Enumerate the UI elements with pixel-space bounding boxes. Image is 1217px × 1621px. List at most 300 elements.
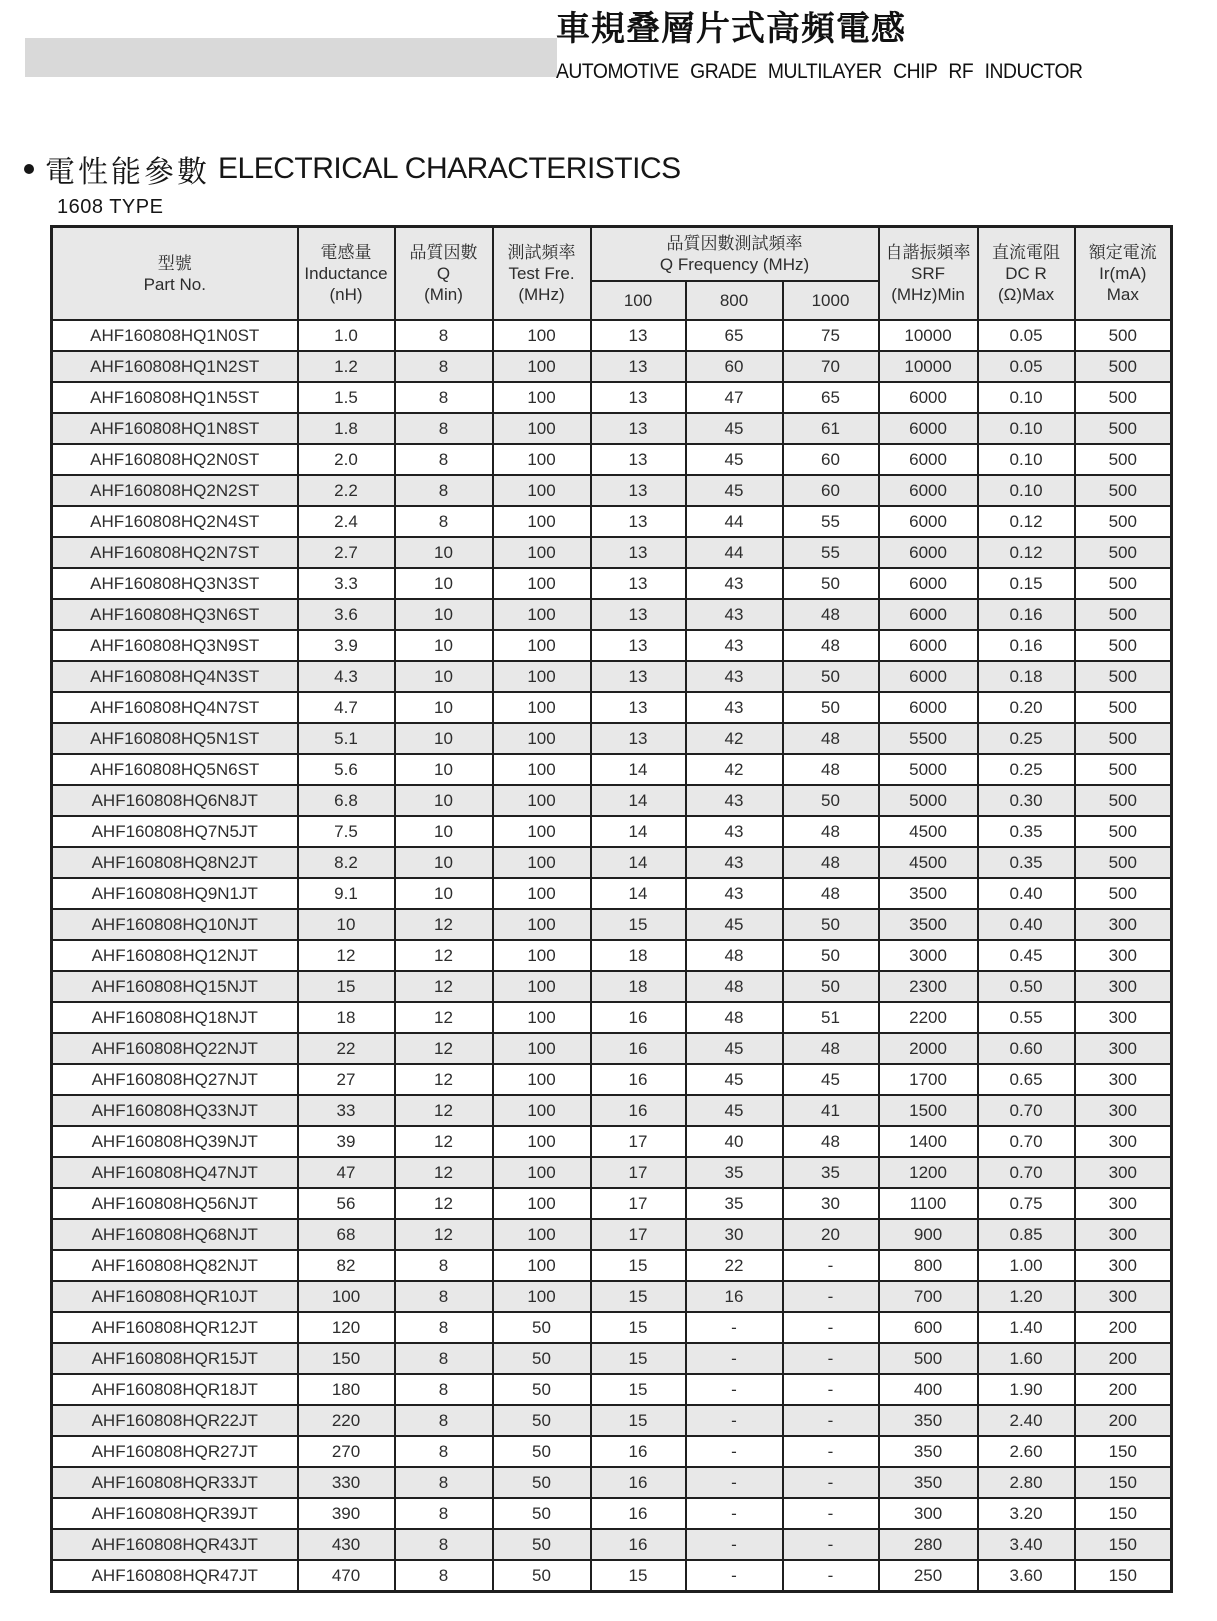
table-row — [52, 413, 1172, 444]
cell-q-800: 43 — [686, 816, 783, 847]
cell-dcr-max: 0.25 — [978, 723, 1075, 754]
cell-inductance: 39 — [298, 1126, 395, 1157]
cell-q-min: 12 — [395, 1219, 493, 1250]
cell-q-1000: 50 — [783, 940, 879, 971]
cell-q-100: 15 — [591, 909, 686, 940]
cell-dcr-max: 0.55 — [978, 1002, 1075, 1033]
cell-ir-max: 300 — [1075, 1064, 1172, 1095]
cell-q-100: 13 — [591, 413, 686, 444]
cell-q-min: 10 — [395, 816, 493, 847]
col-header-inductance-zh: 電感量 — [320, 243, 372, 262]
cell-inductance: 18 — [298, 1002, 395, 1033]
col-header-inductance-unit: (nH) — [329, 285, 363, 304]
cell-ir-max: 500 — [1075, 568, 1172, 599]
cell-test-fre: 100 — [493, 599, 591, 630]
cell-q-100: 17 — [591, 1219, 686, 1250]
cell-q-800: 60 — [686, 351, 783, 382]
cell-ir-max: 300 — [1075, 909, 1172, 940]
cell-ir-max: 500 — [1075, 816, 1172, 847]
cell-part-no: AHF160808HQ33NJT — [52, 1095, 298, 1126]
cell-part-no: AHF160808HQ12NJT — [52, 940, 298, 971]
col-header-srf-unit: (MHz)Min — [891, 285, 965, 304]
cell-part-no: AHF160808HQ15NJT — [52, 971, 298, 1002]
table-row — [52, 568, 1172, 599]
table-row — [52, 1281, 1172, 1312]
col-header-dcr-zh: 直流電阻 — [992, 243, 1061, 262]
cell-inductance: 4.7 — [298, 692, 395, 723]
table-row — [52, 599, 1172, 630]
cell-part-no: AHF160808HQ1N2ST — [52, 351, 298, 382]
cell-inductance: 150 — [298, 1343, 395, 1374]
cell-ir-max: 500 — [1075, 413, 1172, 444]
cell-test-fre: 100 — [493, 351, 591, 382]
cell-test-fre: 100 — [493, 1095, 591, 1126]
table-row — [52, 382, 1172, 413]
cell-q-800: 48 — [686, 1002, 783, 1033]
cell-q-1000: 30 — [783, 1188, 879, 1219]
table-row — [52, 1343, 1172, 1374]
cell-test-fre: 100 — [493, 1281, 591, 1312]
cell-ir-max: 300 — [1075, 1002, 1172, 1033]
col-header-ir-en: Ir(mA) — [1099, 264, 1147, 283]
cell-q-1000: 41 — [783, 1095, 879, 1126]
cell-part-no: AHF160808HQ10NJT — [52, 909, 298, 940]
cell-test-fre: 100 — [493, 971, 591, 1002]
cell-ir-max: 150 — [1075, 1529, 1172, 1560]
cell-part-no: AHF160808HQ82NJT — [52, 1250, 298, 1281]
cell-part-no: AHF160808HQ68NJT — [52, 1219, 298, 1250]
cell-test-fre: 100 — [493, 413, 591, 444]
col-header-ir-zh: 額定電流 — [1088, 243, 1157, 262]
cell-dcr-max: 0.30 — [978, 785, 1075, 816]
cell-ir-max: 150 — [1075, 1436, 1172, 1467]
cell-q-1000: - — [783, 1312, 879, 1343]
cell-test-fre: 100 — [493, 475, 591, 506]
cell-inductance: 22 — [298, 1033, 395, 1064]
cell-q-min: 8 — [395, 351, 493, 382]
cell-inductance: 7.5 — [298, 816, 395, 847]
cell-ir-max: 500 — [1075, 475, 1172, 506]
cell-q-1000: 60 — [783, 475, 879, 506]
cell-dcr-max: 1.60 — [978, 1343, 1075, 1374]
col-header-test-fre-unit: (MHz) — [518, 285, 565, 304]
cell-q-min: 10 — [395, 568, 493, 599]
cell-inductance: 6.8 — [298, 785, 395, 816]
cell-srf-mhz-min: 300 — [879, 1498, 978, 1529]
cell-ir-max: 500 — [1075, 382, 1172, 413]
table-row — [52, 1219, 1172, 1250]
cell-q-1000: 51 — [783, 1002, 879, 1033]
cell-q-min: 10 — [395, 537, 493, 568]
cell-q-1000: 70 — [783, 351, 879, 382]
cell-q-800: 45 — [686, 444, 783, 475]
cell-q-100: 13 — [591, 630, 686, 661]
cell-ir-max: 300 — [1075, 1281, 1172, 1312]
cell-ir-max: 300 — [1075, 1157, 1172, 1188]
cell-q-min: 12 — [395, 1126, 493, 1157]
cell-ir-max: 500 — [1075, 351, 1172, 382]
col-header-q-min — [395, 227, 493, 321]
table-row — [52, 444, 1172, 475]
cell-inductance: 56 — [298, 1188, 395, 1219]
table-body — [52, 320, 1172, 1592]
table-row — [52, 1560, 1172, 1592]
cell-dcr-max: 3.60 — [978, 1560, 1075, 1592]
cell-part-no: AHF160808HQ18NJT — [52, 1002, 298, 1033]
cell-srf-mhz-min: 700 — [879, 1281, 978, 1312]
col-header-srf-zh: 自諧振頻率 — [885, 243, 971, 262]
cell-ir-max: 300 — [1075, 1126, 1172, 1157]
cell-q-1000: 55 — [783, 506, 879, 537]
table-row — [52, 475, 1172, 506]
col-header-test-fre-zh: 測試頻率 — [507, 243, 576, 262]
cell-part-no: AHF160808HQ1N0ST — [52, 320, 298, 351]
table-row — [52, 940, 1172, 971]
cell-dcr-max: 2.80 — [978, 1467, 1075, 1498]
col-header-test-fre-en: Test Fre. — [508, 264, 575, 283]
table-row — [52, 1250, 1172, 1281]
col-header-dcr-unit: (Ω)Max — [997, 285, 1055, 304]
cell-srf-mhz-min: 6000 — [879, 413, 978, 444]
cell-ir-max: 500 — [1075, 599, 1172, 630]
table-row — [52, 1033, 1172, 1064]
cell-inductance: 12 — [298, 940, 395, 971]
cell-q-min: 8 — [395, 475, 493, 506]
table-row — [52, 1436, 1172, 1467]
cell-ir-max: 200 — [1075, 1343, 1172, 1374]
cell-test-fre: 50 — [493, 1312, 591, 1343]
col-header-inductance-en: Inductance — [304, 264, 388, 283]
cell-part-no: AHF160808HQ56NJT — [52, 1188, 298, 1219]
cell-q-1000: - — [783, 1467, 879, 1498]
cell-test-fre: 100 — [493, 1002, 591, 1033]
cell-q-1000: - — [783, 1250, 879, 1281]
cell-srf-mhz-min: 2300 — [879, 971, 978, 1002]
cell-srf-mhz-min: 400 — [879, 1374, 978, 1405]
cell-test-fre: 100 — [493, 568, 591, 599]
cell-inductance: 470 — [298, 1560, 395, 1592]
cell-q-100: 17 — [591, 1126, 686, 1157]
cell-dcr-max: 0.12 — [978, 506, 1075, 537]
col-header-q-100: 100 — [591, 281, 686, 320]
cell-srf-mhz-min: 5000 — [879, 754, 978, 785]
cell-ir-max: 500 — [1075, 785, 1172, 816]
cell-ir-max: 500 — [1075, 723, 1172, 754]
cell-ir-max: 200 — [1075, 1405, 1172, 1436]
cell-q-100: 16 — [591, 1095, 686, 1126]
cell-inductance: 270 — [298, 1436, 395, 1467]
cell-q-800: 30 — [686, 1219, 783, 1250]
cell-inductance: 1.5 — [298, 382, 395, 413]
cell-q-100: 13 — [591, 661, 686, 692]
cell-q-min: 8 — [395, 382, 493, 413]
cell-q-800: 45 — [686, 909, 783, 940]
cell-q-1000: 48 — [783, 1126, 879, 1157]
col-header-inductance — [298, 227, 395, 321]
cell-q-100: 15 — [591, 1343, 686, 1374]
cell-ir-max: 500 — [1075, 878, 1172, 909]
cell-part-no: AHF160808HQ1N8ST — [52, 413, 298, 444]
cell-q-800: 65 — [686, 320, 783, 351]
section-heading — [24, 147, 681, 191]
cell-dcr-max: 0.75 — [978, 1188, 1075, 1219]
cell-srf-mhz-min: 10000 — [879, 351, 978, 382]
cell-ir-max: 200 — [1075, 1312, 1172, 1343]
cell-q-1000: 48 — [783, 599, 879, 630]
cell-q-1000: - — [783, 1529, 879, 1560]
table-row — [52, 1157, 1172, 1188]
electrical-characteristics-table — [50, 225, 1173, 1593]
col-header-part-no-en: Part No. — [143, 274, 206, 294]
cell-srf-mhz-min: 6000 — [879, 506, 978, 537]
cell-srf-mhz-min: 6000 — [879, 661, 978, 692]
cell-q-100: 13 — [591, 320, 686, 351]
table-header — [52, 227, 1172, 321]
col-header-q-frequency-zh: 品質因數測試頻率 — [666, 234, 803, 253]
table-row — [52, 1467, 1172, 1498]
cell-dcr-max: 2.40 — [978, 1405, 1075, 1436]
cell-test-fre: 50 — [493, 1529, 591, 1560]
cell-q-min: 8 — [395, 444, 493, 475]
cell-q-1000: 50 — [783, 568, 879, 599]
col-header-q-1000: 1000 — [783, 281, 879, 320]
cell-q-800: 43 — [686, 878, 783, 909]
cell-part-no: AHF160808HQ47NJT — [52, 1157, 298, 1188]
col-header-q-unit: (Min) — [424, 285, 463, 304]
cell-test-fre: 100 — [493, 754, 591, 785]
cell-q-min: 10 — [395, 878, 493, 909]
cell-inductance: 8.2 — [298, 847, 395, 878]
cell-dcr-max: 0.05 — [978, 320, 1075, 351]
cell-q-min: 8 — [395, 1436, 493, 1467]
cell-q-100: 15 — [591, 1374, 686, 1405]
section-heading-en: ELECTRICAL CHARACTERISTICS — [218, 152, 681, 185]
cell-inductance: 180 — [298, 1374, 395, 1405]
col-header-q-zh: 品質因數 — [409, 243, 478, 262]
cell-q-min: 12 — [395, 1188, 493, 1219]
cell-part-no: AHF160808HQ22NJT — [52, 1033, 298, 1064]
cell-srf-mhz-min: 250 — [879, 1560, 978, 1592]
cell-test-fre: 50 — [493, 1436, 591, 1467]
cell-q-800: 43 — [686, 599, 783, 630]
cell-test-fre: 100 — [493, 878, 591, 909]
cell-part-no: AHF160808HQ2N2ST — [52, 475, 298, 506]
cell-q-100: 15 — [591, 1560, 686, 1592]
cell-srf-mhz-min: 4500 — [879, 816, 978, 847]
cell-q-min: 10 — [395, 692, 493, 723]
cell-dcr-max: 0.60 — [978, 1033, 1075, 1064]
cell-test-fre: 100 — [493, 444, 591, 475]
cell-q-800: 43 — [686, 630, 783, 661]
cell-srf-mhz-min: 600 — [879, 1312, 978, 1343]
cell-part-no: AHF160808HQ3N6ST — [52, 599, 298, 630]
cell-ir-max: 500 — [1075, 444, 1172, 475]
cell-dcr-max: 1.00 — [978, 1250, 1075, 1281]
cell-dcr-max: 0.70 — [978, 1095, 1075, 1126]
cell-srf-mhz-min: 5000 — [879, 785, 978, 816]
cell-q-1000: - — [783, 1281, 879, 1312]
cell-test-fre: 50 — [493, 1560, 591, 1592]
cell-q-100: 13 — [591, 723, 686, 754]
cell-srf-mhz-min: 3500 — [879, 878, 978, 909]
table-row — [52, 320, 1172, 351]
cell-ir-max: 300 — [1075, 1033, 1172, 1064]
cell-srf-mhz-min: 2000 — [879, 1033, 978, 1064]
cell-q-1000: 50 — [783, 785, 879, 816]
col-header-srf — [879, 227, 978, 321]
cell-inductance: 47 — [298, 1157, 395, 1188]
cell-inductance: 3.9 — [298, 630, 395, 661]
cell-dcr-max: 0.35 — [978, 816, 1075, 847]
cell-test-fre: 100 — [493, 1157, 591, 1188]
cell-test-fre: 50 — [493, 1374, 591, 1405]
cell-q-min: 8 — [395, 1560, 493, 1592]
cell-q-1000: - — [783, 1498, 879, 1529]
cell-q-800: 22 — [686, 1250, 783, 1281]
cell-q-800: - — [686, 1560, 783, 1592]
page-title-en: AUTOMOTIVE GRADE MULTILAYER CHIP RF INDUCTOR — [556, 60, 1083, 84]
cell-q-100: 15 — [591, 1312, 686, 1343]
cell-test-fre: 100 — [493, 909, 591, 940]
cell-part-no: AHF160808HQ39NJT — [52, 1126, 298, 1157]
cell-inductance: 15 — [298, 971, 395, 1002]
cell-test-fre: 100 — [493, 1064, 591, 1095]
section-heading-zh: 電性能參數 — [45, 156, 210, 189]
cell-srf-mhz-min: 350 — [879, 1405, 978, 1436]
cell-inductance: 1.2 — [298, 351, 395, 382]
cell-ir-max: 300 — [1075, 940, 1172, 971]
cell-q-1000: 60 — [783, 444, 879, 475]
cell-ir-max: 300 — [1075, 1250, 1172, 1281]
cell-test-fre: 100 — [493, 1033, 591, 1064]
cell-q-1000: 35 — [783, 1157, 879, 1188]
cell-q-min: 12 — [395, 940, 493, 971]
cell-q-800: 48 — [686, 940, 783, 971]
cell-dcr-max: 1.20 — [978, 1281, 1075, 1312]
cell-inductance: 82 — [298, 1250, 395, 1281]
cell-ir-max: 150 — [1075, 1498, 1172, 1529]
cell-part-no: AHF160808HQ3N9ST — [52, 630, 298, 661]
cell-inductance: 120 — [298, 1312, 395, 1343]
cell-dcr-max: 0.10 — [978, 382, 1075, 413]
cell-dcr-max: 0.85 — [978, 1219, 1075, 1250]
cell-ir-max: 300 — [1075, 1095, 1172, 1126]
cell-dcr-max: 0.40 — [978, 878, 1075, 909]
cell-ir-max: 500 — [1075, 320, 1172, 351]
cell-srf-mhz-min: 1200 — [879, 1157, 978, 1188]
cell-q-800: - — [686, 1343, 783, 1374]
col-header-ir — [1075, 227, 1172, 321]
cell-q-100: 16 — [591, 1002, 686, 1033]
cell-part-no: AHF160808HQ8N2JT — [52, 847, 298, 878]
cell-q-800: 16 — [686, 1281, 783, 1312]
cell-part-no: AHF160808HQR10JT — [52, 1281, 298, 1312]
cell-test-fre: 100 — [493, 661, 591, 692]
table-row — [52, 1498, 1172, 1529]
cell-ir-max: 300 — [1075, 1219, 1172, 1250]
cell-srf-mhz-min: 350 — [879, 1436, 978, 1467]
cell-q-800: 43 — [686, 692, 783, 723]
cell-part-no: AHF160808HQ2N4ST — [52, 506, 298, 537]
cell-q-min: 12 — [395, 909, 493, 940]
cell-inductance: 5.1 — [298, 723, 395, 754]
cell-test-fre: 100 — [493, 1126, 591, 1157]
cell-part-no: AHF160808HQ5N6ST — [52, 754, 298, 785]
cell-ir-max: 300 — [1075, 971, 1172, 1002]
cell-test-fre: 100 — [493, 816, 591, 847]
cell-q-100: 14 — [591, 816, 686, 847]
cell-dcr-max: 0.65 — [978, 1064, 1075, 1095]
cell-q-min: 10 — [395, 630, 493, 661]
cell-srf-mhz-min: 280 — [879, 1529, 978, 1560]
cell-srf-mhz-min: 4500 — [879, 847, 978, 878]
cell-q-1000: 48 — [783, 723, 879, 754]
cell-inductance: 1.8 — [298, 413, 395, 444]
bullet-icon — [24, 164, 34, 174]
cell-test-fre: 50 — [493, 1405, 591, 1436]
cell-q-100: 16 — [591, 1064, 686, 1095]
cell-q-1000: 48 — [783, 847, 879, 878]
cell-q-800: 45 — [686, 413, 783, 444]
cell-ir-max: 500 — [1075, 847, 1172, 878]
cell-q-min: 12 — [395, 1064, 493, 1095]
cell-inductance: 68 — [298, 1219, 395, 1250]
cell-q-800: 45 — [686, 475, 783, 506]
cell-q-1000: 50 — [783, 661, 879, 692]
col-header-q-frequency-group — [591, 227, 879, 282]
table-row — [52, 754, 1172, 785]
cell-q-min: 12 — [395, 1033, 493, 1064]
cell-inductance: 27 — [298, 1064, 395, 1095]
cell-q-min: 8 — [395, 1467, 493, 1498]
cell-test-fre: 100 — [493, 320, 591, 351]
cell-test-fre: 100 — [493, 506, 591, 537]
cell-q-1000: 50 — [783, 692, 879, 723]
col-header-q-frequency-en: Q Frequency (MHz) — [659, 255, 810, 274]
cell-q-800: 43 — [686, 785, 783, 816]
table-row — [52, 630, 1172, 661]
cell-dcr-max: 1.90 — [978, 1374, 1075, 1405]
cell-test-fre: 50 — [493, 1467, 591, 1498]
cell-q-800: - — [686, 1405, 783, 1436]
cell-inductance: 9.1 — [298, 878, 395, 909]
cell-inductance: 100 — [298, 1281, 395, 1312]
cell-q-800: - — [686, 1312, 783, 1343]
masthead — [556, 10, 1196, 84]
table-row — [52, 1126, 1172, 1157]
cell-part-no: AHF160808HQ4N3ST — [52, 661, 298, 692]
cell-q-1000: - — [783, 1560, 879, 1592]
cell-dcr-max: 0.10 — [978, 413, 1075, 444]
cell-q-800: 45 — [686, 1095, 783, 1126]
cell-q-800: 35 — [686, 1188, 783, 1219]
cell-srf-mhz-min: 5500 — [879, 723, 978, 754]
cell-q-min: 8 — [395, 1250, 493, 1281]
cell-q-min: 10 — [395, 723, 493, 754]
cell-q-800: 35 — [686, 1157, 783, 1188]
col-header-q-800: 800 — [686, 281, 783, 320]
cell-q-1000: - — [783, 1436, 879, 1467]
cell-dcr-max: 0.12 — [978, 537, 1075, 568]
cell-srf-mhz-min: 800 — [879, 1250, 978, 1281]
table-row — [52, 1064, 1172, 1095]
table-row — [52, 1529, 1172, 1560]
cell-test-fre: 100 — [493, 537, 591, 568]
cell-q-100: 13 — [591, 475, 686, 506]
cell-q-100: 13 — [591, 599, 686, 630]
table-row — [52, 1188, 1172, 1219]
cell-dcr-max: 0.16 — [978, 599, 1075, 630]
